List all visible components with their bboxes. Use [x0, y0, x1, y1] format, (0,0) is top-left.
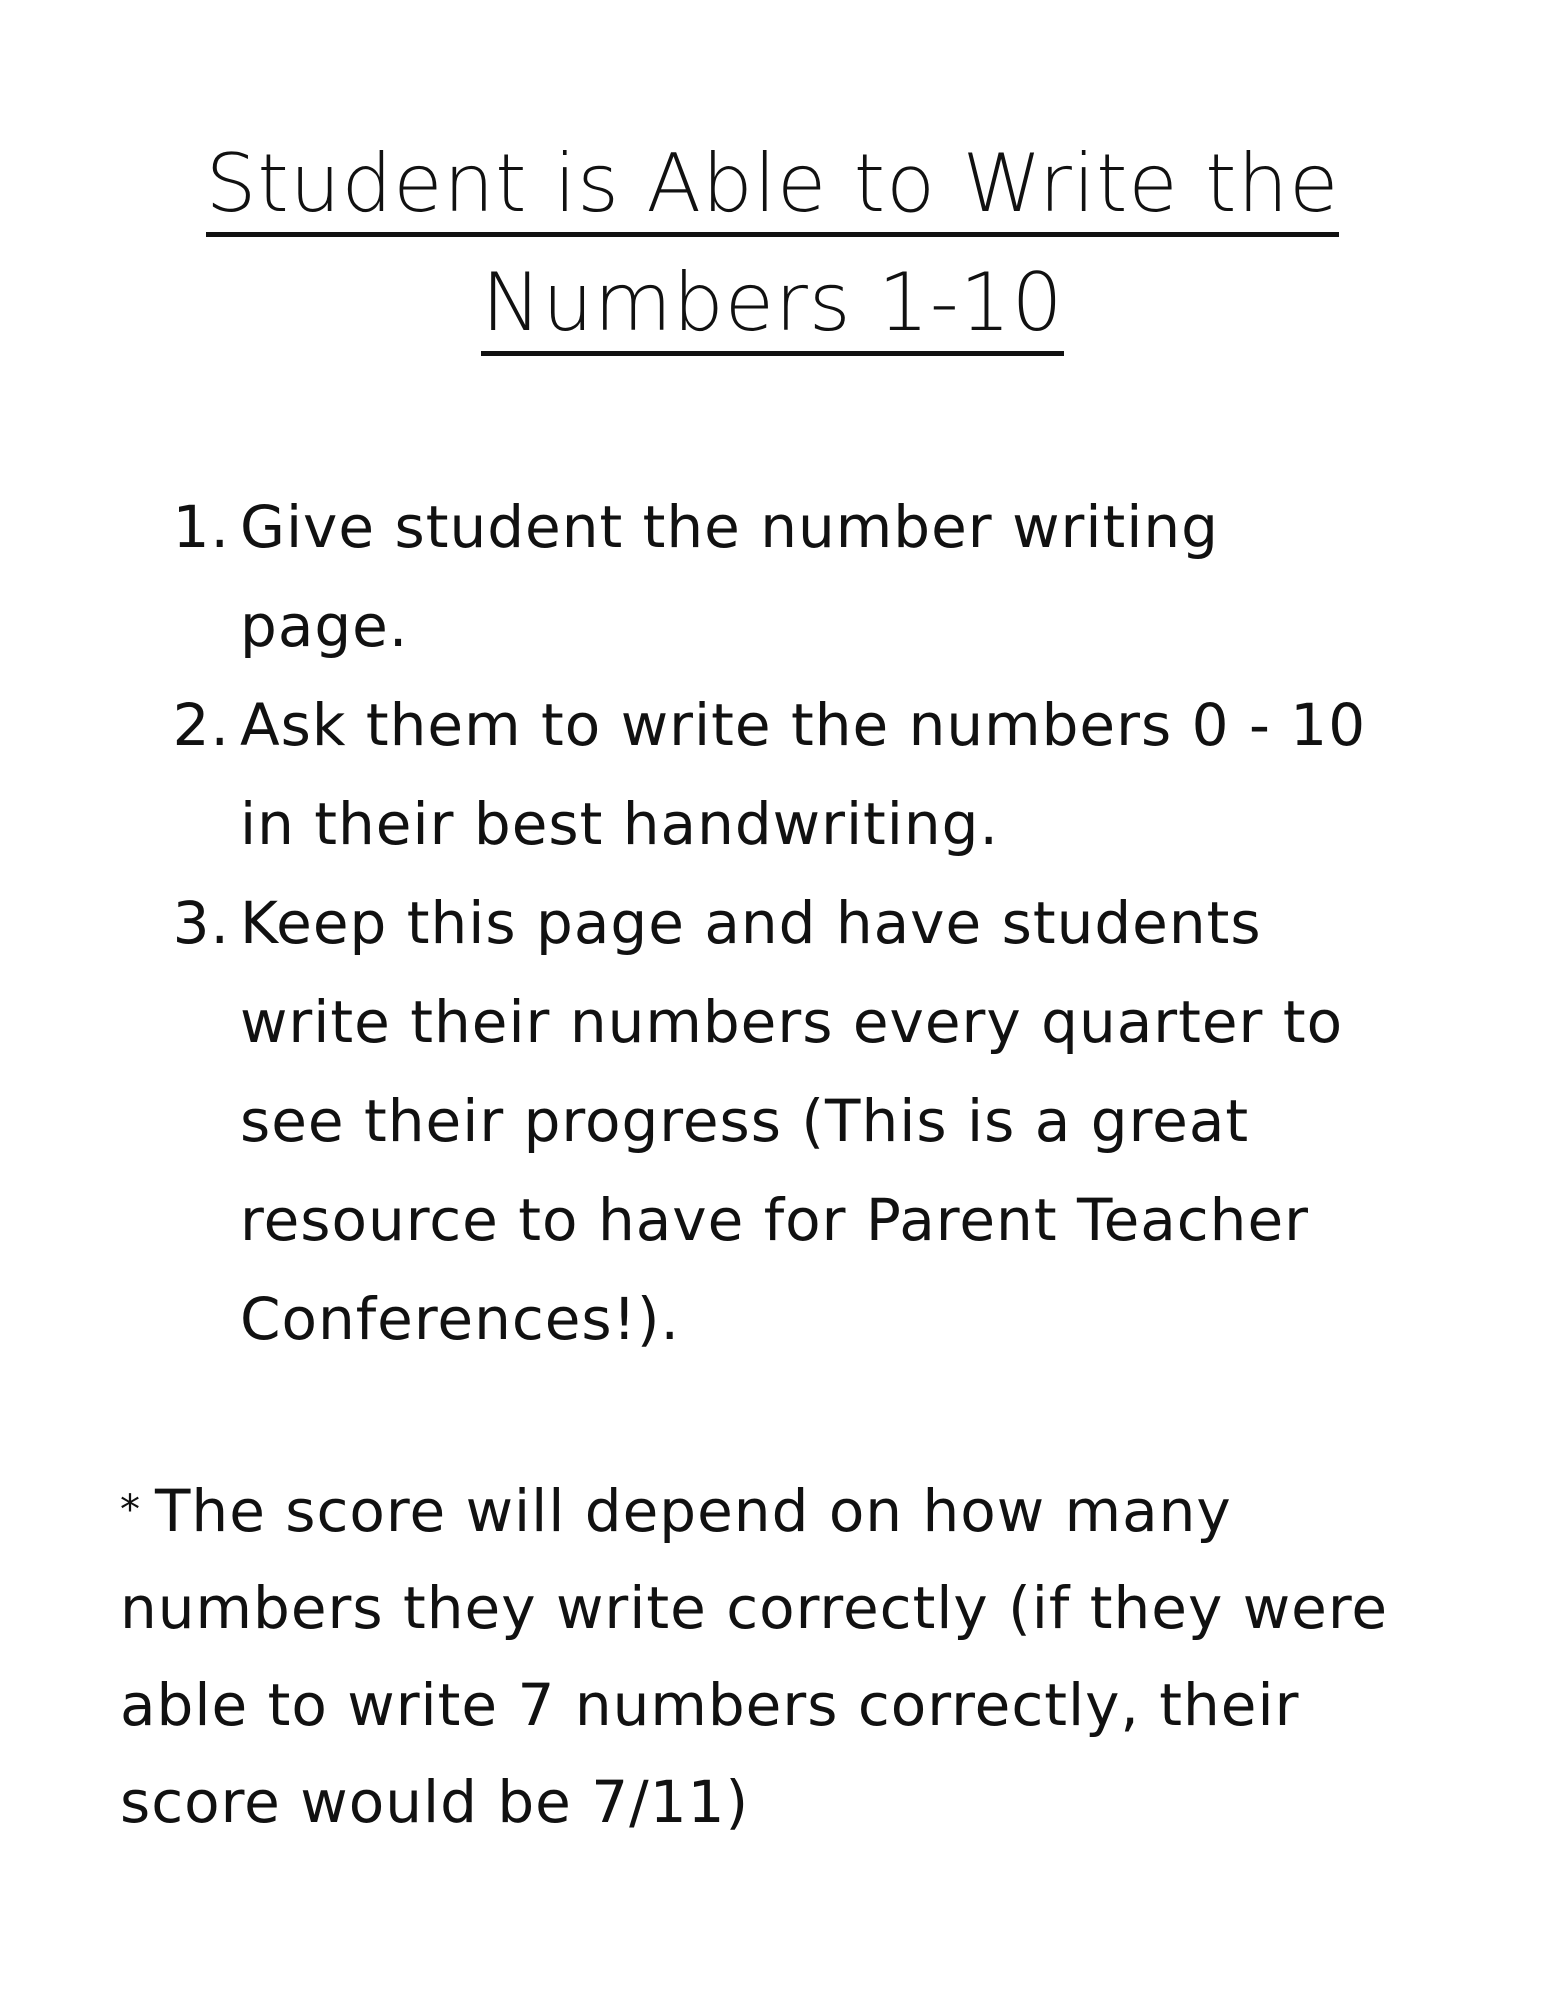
scoring-note — [120, 1462, 1420, 1851]
step-text: Keep this page and have students write their numbers every quarter to see their progress (This is a great resource to have for Parent Teacher Conferences!). — [240, 889, 1344, 1353]
asterisk-marker: * — [120, 1487, 141, 1533]
step-number: 3. — [172, 889, 230, 957]
instruction-step-1 — [150, 478, 1400, 676]
instruction-list — [150, 478, 1400, 1369]
scoring-note-text: The score will depend on how many numbers they write correctly (if they were able to write 7 numbers correctly, their score would be 7/11) — [120, 1477, 1389, 1836]
page-title — [0, 130, 1545, 357]
step-text: Ask them to write the numbers 0 - 10 in their best handwriting. — [240, 691, 1367, 858]
step-number: 2. — [172, 691, 230, 759]
title-line-1: Student is Able to Write the — [206, 138, 1340, 237]
step-text: Give student the number writing page. — [240, 493, 1219, 660]
title-line-2: Numbers 1-10 — [481, 257, 1063, 356]
step-number: 1. — [172, 493, 230, 561]
instruction-step-2 — [150, 676, 1400, 874]
instruction-step-3 — [150, 874, 1400, 1369]
